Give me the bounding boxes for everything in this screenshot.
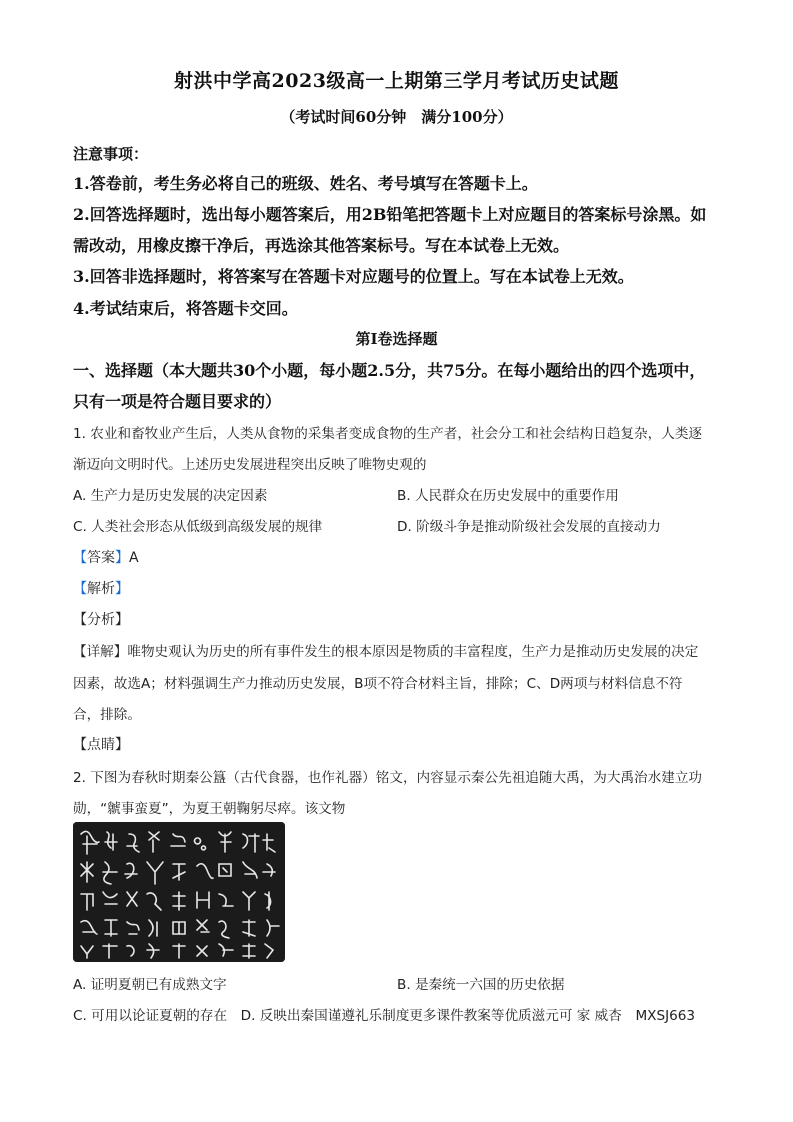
q1-option-b: B. 人民群众在历史发展中的重要作用 xyxy=(397,488,619,504)
notice-item-4: 4.考试结束后，将答题卡交回。 xyxy=(73,299,298,318)
exam-subtitle: （考试时间60分钟 满分100分） xyxy=(280,108,513,126)
notice-item-2: 2.回答选择题时，选出每小题答案后，用2B铅笔把答题卡上对应题目的答案标号涂黑。如 xyxy=(73,205,707,224)
q1-analysis-label: 【解析】 xyxy=(73,581,129,597)
notice-item-2-cont: 需改动，用橡皮擦干净后，再选涂其他答案标号。写在本试卷上无效。 xyxy=(73,236,570,255)
notice-item-1: 1.答卷前，考生务必将自己的班级、姓名、考号填写在答题卡上。 xyxy=(73,174,538,193)
q2-option-b: B. 是秦统一六国的历史依据 xyxy=(397,977,565,993)
q2-option-cd: C. 可用以论证夏朝的存在 D. 反映出秦国谨遵礼乐制度更多课件教案等优质滋元可 家 威杏 MXSJ663 xyxy=(73,1008,696,1024)
q1-option-d: D. 阶级斗争是推动阶级社会发展的直接动力 xyxy=(397,519,661,535)
q1-detail-line2: 因素，故选A；材料强调生产力推动历史发展，B项不符合材料主旨，排除；C、D两项与材料信息不符 xyxy=(73,676,683,692)
q2-option-a: A. 证明夏朝已有成熟文字 xyxy=(73,977,227,993)
bronze-inscription-image xyxy=(73,822,285,962)
q1-stem-line1: 1. 农业和畜牧业产生后，人类从食物的采集者变成食物的生产者，社会分工和社会结构日趋复杂，人类逐 xyxy=(73,426,703,442)
notice-item-3: 3.回答非选择题时，将答案写在答题卡对应题号的位置上。写在本试卷上无效。 xyxy=(73,267,634,286)
q1-answer: 【答案】A xyxy=(73,550,139,566)
q2-stem-line1: 2. 下图为春秋时期秦公簋（古代食器，也作礼器）铭文，内容显示秦公先祖追随大禹，为大禹治水建立功 xyxy=(73,770,703,786)
q1-fenxi-label: 【分析】 xyxy=(73,612,129,628)
q1-detail-line1: 【详解】唯物史观认为历史的所有事件发生的根本原因是物质的丰富程度，生产力是推动历史发展的决定 xyxy=(73,644,699,660)
notice-heading: 注意事项： xyxy=(73,145,149,163)
q1-option-c: C. 人类社会形态从低级到高级发展的规律 xyxy=(73,519,323,535)
answer-label: 答案 xyxy=(87,550,115,566)
section-title: 第Ⅰ卷选择题 xyxy=(355,330,438,348)
q1-option-a: A. 生产力是历史发展的决定因素 xyxy=(73,488,268,504)
q2-stem-line2: 勋，“虩事蛮夏”，为夏王朝鞠躬尽瘁。该文物 xyxy=(73,801,346,817)
exam-title: 射洪中学高2023级高一上期第三学月考试历史试题 xyxy=(174,70,619,92)
section-intro-line1: 一、选择题（本大题共30个小题，每小题2.5分，共75分。在每小题给出的四个选项中， xyxy=(73,361,706,380)
q1-detail-line3: 合，排除。 xyxy=(73,707,141,723)
q1-stem-line2: 渐迈向文明时代。上述历史发展进程突出反映了唯物史观的 xyxy=(73,457,427,473)
q1-dianjing-label: 【点睛】 xyxy=(73,737,129,753)
section-intro-line2: 只有一项是符合题目要求的） xyxy=(73,392,282,411)
answer-value: A xyxy=(129,550,139,566)
inscription-rubbing-icon xyxy=(73,822,285,962)
